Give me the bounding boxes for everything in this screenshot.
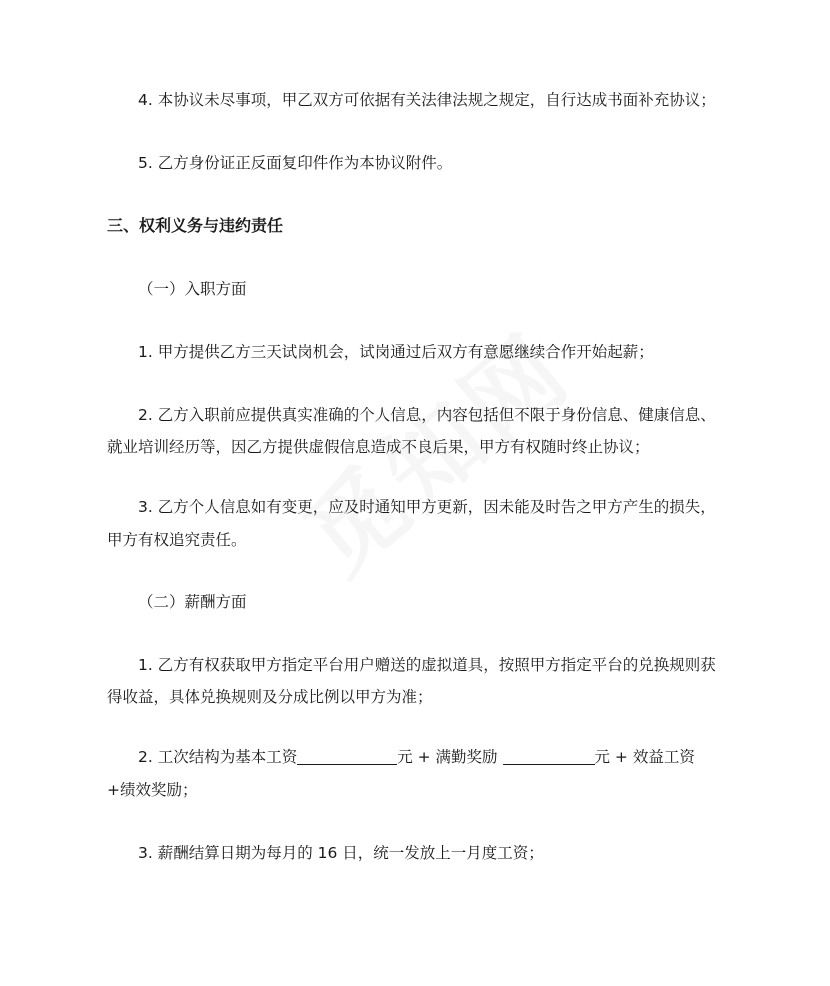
clause-5: 5. 乙方身份证正反面复印件作为本协议附件。 xyxy=(138,154,453,172)
salary-structure-prefix: 2. 工次结构为基本工资 xyxy=(138,748,298,766)
salary-item-1-line-2: 得收益，具体兑换规则及分成比例以甲方为准； xyxy=(107,688,433,706)
onboarding-item-3-line-2: 甲方有权追究责任。 xyxy=(107,531,247,549)
clause-4: 4. 本协议未尽事项，甲乙双方可依据有关法律法规之规定，自行达成书面补充协议； xyxy=(138,91,716,109)
salary-item-2-line-1 xyxy=(138,746,695,768)
salary-item-1-line-1: 1. 乙方有权获取甲方指定平台用户赠送的虚拟道具，按照甲方指定平台的兑换规则获 xyxy=(138,656,716,674)
salary-item-3: 3. 薪酬结算日期为每月的 16 日，统一发放上一月度工资； xyxy=(138,844,544,862)
salary-structure-middle: 元 + 满勤奖励 xyxy=(397,748,498,766)
salary-item-2-line-2: +绩效奖励； xyxy=(107,781,198,799)
onboarding-item-2-line-2: 就业培训经历等，因乙方提供虚假信息造成不良后果，甲方有权随时终止协议； xyxy=(107,438,650,456)
onboarding-item-2-line-1: 2. 乙方入职前应提供真实准确的个人信息，内容包括但不限于身份信息、健康信息、 xyxy=(138,406,716,424)
onboarding-item-1: 1. 甲方提供乙方三天试岗机会，试岗通过后双方有意愿继续合作开始起薪； xyxy=(138,343,654,361)
subsection-salary: （二）薪酬方面 xyxy=(138,593,247,611)
section-heading-rights-obligations: 三、权利义务与违约责任 xyxy=(107,216,284,235)
attendance-bonus-blank xyxy=(503,748,595,765)
base-salary-blank xyxy=(297,748,397,765)
salary-structure-suffix: 元 + 效益工资 xyxy=(594,748,695,766)
subsection-onboarding: （一）入职方面 xyxy=(138,280,247,298)
onboarding-item-3-line-1: 3. 乙方个人信息如有变更，应及时通知甲方更新，因未能及时告之甲方产生的损失， xyxy=(138,498,716,516)
